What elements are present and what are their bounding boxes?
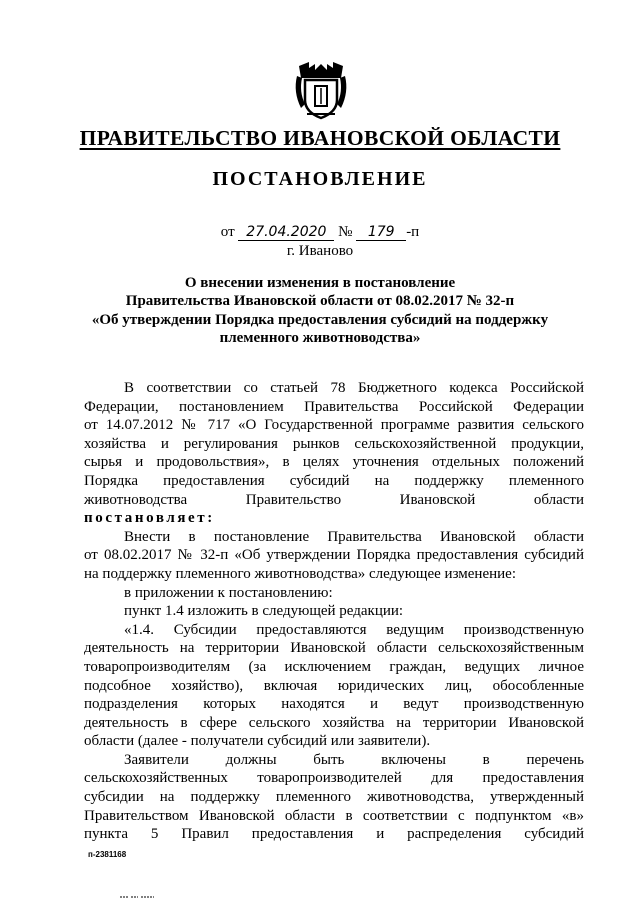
body-line: Федерации, постановлением Правительства Российской Федерации xyxy=(84,398,584,415)
handwritten-date: 27.04.2020 xyxy=(238,224,334,241)
document-type: ПОСТАНОВЛЕНИЕ xyxy=(212,168,428,190)
handwritten-number: 179 xyxy=(356,224,406,241)
body-line: в приложении к постановлению: xyxy=(124,584,333,601)
heading-line: «Об утверждении Порядка предоставления субсидий на поддержку xyxy=(91,311,549,328)
body-line: области (далее - получатели субсидий или заявители). xyxy=(84,733,431,750)
body-line: «1.4. Субсидии предоставляются ведущим производственную xyxy=(124,621,584,638)
coat-of-arms-emblem xyxy=(293,58,349,120)
page-code: п-2381168 xyxy=(88,850,127,859)
date-number-line xyxy=(0,224,640,241)
body-line: подсобное хозяйство), включая юридических лиц, обособленные xyxy=(84,677,584,694)
body-line: В соответствии со статьей 78 Бюджетного кодекса Российской xyxy=(124,380,584,396)
body-line: товаропроизводителям (за исключением граждан, ведущих личное xyxy=(84,658,584,675)
number-sign: № xyxy=(338,224,353,240)
document-body xyxy=(84,379,584,844)
body-line: животноводства Правительство Ивановской области xyxy=(84,491,584,508)
body-line: пункт 1.4 изложить в следующей редакции: xyxy=(124,603,404,620)
body-line: подразделения которых находятся и ведут производственную xyxy=(84,696,584,713)
body-line: Порядка предоставления субсидий на поддержку племенного xyxy=(84,472,584,489)
body-line: Заявители должны быть включены в перечень xyxy=(124,751,584,768)
scan-mark xyxy=(120,894,154,900)
document-heading xyxy=(60,274,580,348)
body-line-decree: постановляет: xyxy=(84,510,215,527)
body-line: пункта 5 Правил предоставления и распределения субсидий xyxy=(84,826,584,843)
body-line: сырья и продовольствия», в целях уточнения отдельных положений xyxy=(84,454,584,471)
body-line: деятельность на территории Ивановской области сельскохозяйственным xyxy=(84,640,584,657)
heading-line: племенного животноводства» xyxy=(219,330,421,347)
body-line: от 14.07.2012 № 717 «О Государственной программе развития сельского xyxy=(84,417,584,434)
heading-line: Правительства Ивановской области от 08.02.2017 № 32-п xyxy=(125,293,515,310)
body-line: хозяйства и регулирования рынков сельскохозяйственной продукции, xyxy=(84,435,584,452)
number-suffix: -п xyxy=(406,224,420,240)
body-line: субсидии на поддержку племенного животноводства, утвержденный xyxy=(84,789,584,806)
body-line: деятельность в сфере сельского хозяйства на территории Ивановской xyxy=(84,714,584,731)
body-line: на поддержку племенного животноводства» следующее изменение: xyxy=(84,565,516,582)
body-line: Правительством Ивановской области в соответствии с подпунктом «в» xyxy=(84,807,584,824)
body-line: от 08.02.2017 № 32-п «Об утверждении Порядка предоставления субсидий xyxy=(84,547,584,564)
city: г. Иваново xyxy=(286,243,354,259)
government-title: ПРАВИТЕЛЬСТВО ИВАНОВСКОЙ ОБЛАСТИ xyxy=(79,126,561,150)
body-line: сельскохозяйственных товаропроизводителей для предоставления xyxy=(84,770,584,787)
heading-line: О внесении изменения в постановление xyxy=(184,275,456,291)
body-line: Внести в постановление Правительства Ивановской области xyxy=(124,528,584,545)
date-prefix: от xyxy=(220,224,235,240)
